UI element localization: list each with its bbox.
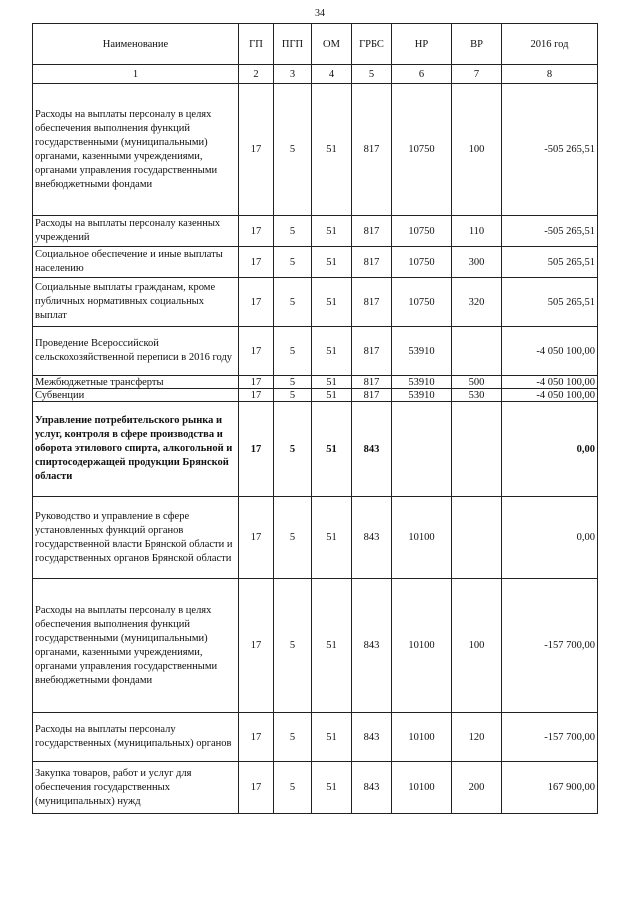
cell-nr: 10750 <box>392 216 452 247</box>
cell-om: 51 <box>312 497 352 579</box>
table-row <box>33 376 598 389</box>
row-name: Закупка товаров, работ и услуг для обеспечения государственных (муниципальных) нужд <box>33 762 239 814</box>
cell-vr <box>452 402 502 497</box>
cell-pgp: 5 <box>274 579 312 713</box>
cell-vr: 120 <box>452 713 502 762</box>
cell-amount-2016: -4 050 100,00 <box>502 389 598 402</box>
cell-gp: 17 <box>239 376 274 389</box>
cell-gp: 17 <box>239 247 274 278</box>
cell-pgp: 5 <box>274 84 312 216</box>
cell-nr: 53910 <box>392 389 452 402</box>
cell-amount-2016: -505 265,51 <box>502 84 598 216</box>
budget-table <box>32 23 598 814</box>
table-row <box>33 389 598 402</box>
cell-amount-2016: 505 265,51 <box>502 278 598 327</box>
table-row <box>33 579 598 713</box>
column-number: 7 <box>452 65 502 84</box>
column-number: 8 <box>502 65 598 84</box>
cell-pgp: 5 <box>274 327 312 376</box>
column-number: 3 <box>274 65 312 84</box>
cell-pgp: 5 <box>274 713 312 762</box>
cell-grbs: 817 <box>352 216 392 247</box>
cell-vr: 530 <box>452 389 502 402</box>
row-name: Расходы на выплаты персоналу в целях обеспечения выполнения функций государственными (муниципальными) органами, казенными учреждениями, органами управления государственными внебюджетными фондами <box>33 84 239 216</box>
row-name: Субвенции <box>33 389 239 402</box>
cell-nr: 10100 <box>392 762 452 814</box>
cell-vr: 300 <box>452 247 502 278</box>
row-name: Расходы на выплаты персоналу казенных учреждений <box>33 216 239 247</box>
table-row <box>33 713 598 762</box>
table-row <box>33 247 598 278</box>
cell-nr: 10100 <box>392 497 452 579</box>
cell-vr <box>452 497 502 579</box>
column-number: 1 <box>33 65 239 84</box>
column-number-row <box>33 65 598 84</box>
cell-om: 51 <box>312 247 352 278</box>
row-name: Расходы на выплаты персоналу в целях обеспечения выполнения функций государственными (муниципальными) органами, казенными учреждениями, органами управления государственными внебюджетными фондами <box>33 579 239 713</box>
cell-vr: 100 <box>452 84 502 216</box>
cell-vr <box>452 327 502 376</box>
cell-om: 51 <box>312 579 352 713</box>
cell-vr: 320 <box>452 278 502 327</box>
cell-pgp: 5 <box>274 497 312 579</box>
table-row <box>33 84 598 216</box>
header-cell: ГП <box>239 24 274 65</box>
cell-amount-2016: 0,00 <box>502 402 598 497</box>
cell-gp: 17 <box>239 327 274 376</box>
header-cell: 2016 год <box>502 24 598 65</box>
cell-gp: 17 <box>239 713 274 762</box>
cell-amount-2016: 505 265,51 <box>502 247 598 278</box>
cell-pgp: 5 <box>274 762 312 814</box>
cell-nr: 53910 <box>392 376 452 389</box>
cell-amount-2016: 0,00 <box>502 497 598 579</box>
column-number: 2 <box>239 65 274 84</box>
cell-gp: 17 <box>239 216 274 247</box>
cell-vr: 500 <box>452 376 502 389</box>
cell-nr: 10100 <box>392 579 452 713</box>
cell-nr <box>392 402 452 497</box>
cell-pgp: 5 <box>274 389 312 402</box>
column-number: 5 <box>352 65 392 84</box>
table-row <box>33 762 598 814</box>
cell-om: 51 <box>312 376 352 389</box>
row-name: Руководство и управление в сфере установленных функций органов государственной власти Брянской области и государственных органов Брянской области <box>33 497 239 579</box>
cell-om: 51 <box>312 84 352 216</box>
cell-pgp: 5 <box>274 278 312 327</box>
row-name: Проведение Всероссийской сельскохозяйственной переписи в 2016 году <box>33 327 239 376</box>
cell-nr: 10100 <box>392 713 452 762</box>
table-row <box>33 402 598 497</box>
cell-gp: 17 <box>239 389 274 402</box>
cell-grbs: 843 <box>352 402 392 497</box>
header-cell: ВР <box>452 24 502 65</box>
cell-grbs: 817 <box>352 247 392 278</box>
cell-om: 51 <box>312 713 352 762</box>
cell-gp: 17 <box>239 762 274 814</box>
column-number: 6 <box>392 65 452 84</box>
row-name: Межбюджетные трансферты <box>33 376 239 389</box>
cell-gp: 17 <box>239 84 274 216</box>
cell-gp: 17 <box>239 278 274 327</box>
cell-pgp: 5 <box>274 216 312 247</box>
cell-grbs: 817 <box>352 376 392 389</box>
cell-om: 51 <box>312 278 352 327</box>
cell-nr: 10750 <box>392 84 452 216</box>
cell-pgp: 5 <box>274 376 312 389</box>
cell-grbs: 817 <box>352 278 392 327</box>
cell-amount-2016: -505 265,51 <box>502 216 598 247</box>
cell-vr: 110 <box>452 216 502 247</box>
row-name: Социальные выплаты гражданам, кроме публичных нормативных социальных выплат <box>33 278 239 327</box>
cell-amount-2016: -157 700,00 <box>502 579 598 713</box>
cell-amount-2016: -4 050 100,00 <box>502 376 598 389</box>
cell-vr: 200 <box>452 762 502 814</box>
cell-pgp: 5 <box>274 247 312 278</box>
cell-grbs: 817 <box>352 84 392 216</box>
cell-grbs: 817 <box>352 389 392 402</box>
header-cell: НР <box>392 24 452 65</box>
cell-om: 51 <box>312 762 352 814</box>
cell-grbs: 817 <box>352 327 392 376</box>
cell-gp: 17 <box>239 579 274 713</box>
cell-om: 51 <box>312 327 352 376</box>
table-row <box>33 278 598 327</box>
row-name: Расходы на выплаты персоналу государственных (муниципальных) органов <box>33 713 239 762</box>
header-cell: ОМ <box>312 24 352 65</box>
cell-nr: 10750 <box>392 278 452 327</box>
cell-pgp: 5 <box>274 402 312 497</box>
row-name: Управление потребительского рынка и услуг, контроля в сфере производства и оборота этилового спирта, алкогольной и спиртосодержащей продукции Брянской области <box>33 402 239 497</box>
header-cell: ПГП <box>274 24 312 65</box>
cell-gp: 17 <box>239 402 274 497</box>
cell-gp: 17 <box>239 497 274 579</box>
table-body <box>33 84 598 814</box>
cell-grbs: 843 <box>352 762 392 814</box>
cell-grbs: 843 <box>352 579 392 713</box>
cell-amount-2016: -4 050 100,00 <box>502 327 598 376</box>
cell-amount-2016: -157 700,00 <box>502 713 598 762</box>
column-number: 4 <box>312 65 352 84</box>
cell-nr: 53910 <box>392 327 452 376</box>
table-row <box>33 327 598 376</box>
page-number: 34 <box>315 8 325 19</box>
cell-grbs: 843 <box>352 713 392 762</box>
cell-vr: 100 <box>452 579 502 713</box>
header-row <box>33 24 598 65</box>
cell-grbs: 843 <box>352 497 392 579</box>
cell-om: 51 <box>312 402 352 497</box>
cell-amount-2016: 167 900,00 <box>502 762 598 814</box>
cell-om: 51 <box>312 216 352 247</box>
header-cell: Наименование <box>33 24 239 65</box>
header-cell: ГРБС <box>352 24 392 65</box>
table-row <box>33 216 598 247</box>
cell-nr: 10750 <box>392 247 452 278</box>
row-name: Социальное обеспечение и иные выплаты населению <box>33 247 239 278</box>
table-row <box>33 497 598 579</box>
cell-om: 51 <box>312 389 352 402</box>
